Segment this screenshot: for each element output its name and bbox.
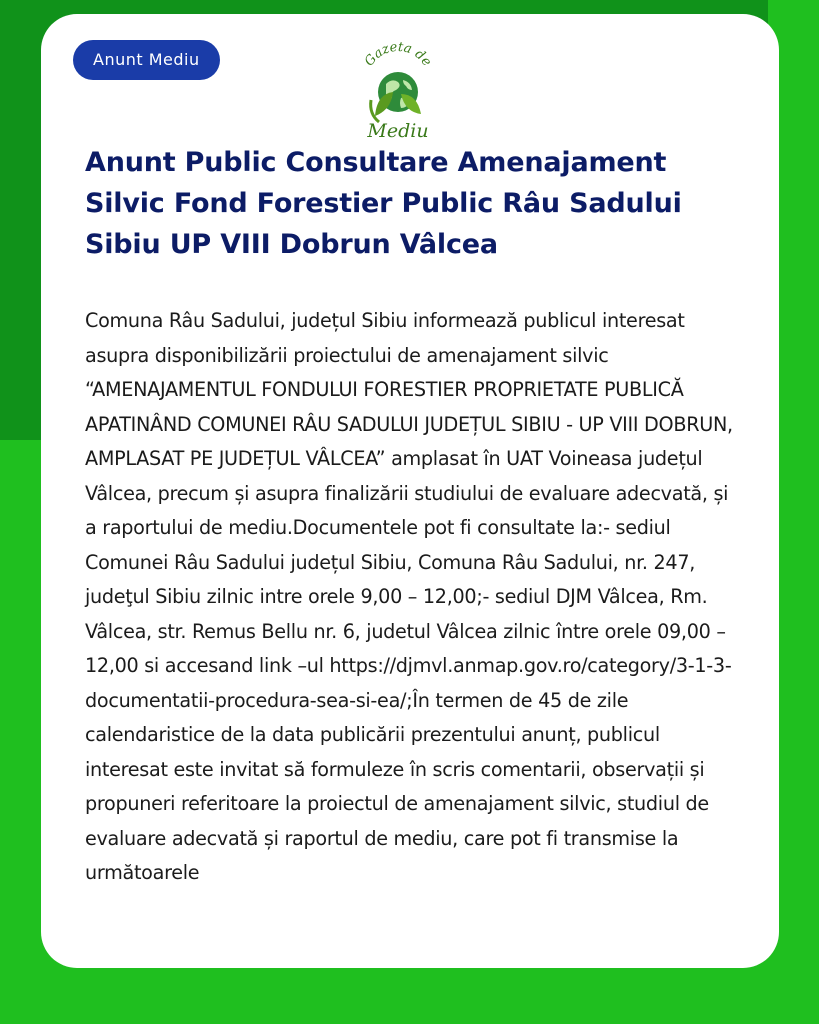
svg-text:Mediu: Mediu xyxy=(367,120,429,142)
svg-text:Gazeta de: Gazeta de xyxy=(361,39,435,70)
gazeta-de-mediu-logo xyxy=(353,36,443,146)
post-card xyxy=(41,14,779,968)
article-title: Anunt Public Consultare Amenajament Silvic Fond Forestier Public Râu Sadului Sibiu UP VIII Dobrun Vâlcea xyxy=(85,147,682,260)
category-badge[interactable]: Anunt Mediu xyxy=(73,40,220,80)
logo-graphic xyxy=(353,36,443,146)
article-body: Comuna Râu Sadului, județul Sibiu informează publicul interesat asupra disponibilizării proiectului de amenajament silvic “AMENAJAMENTUL FONDULUI FORESTIER PROPRIETATE PUBLICĂ APATINÂND COMUNEI RÂU SADULUI JUDEȚUL SIBIU - UP VIII DOBRUN, AMPLASAT PE JUDEȚUL VÂLCEA” amplasat în UAT Voineasa județul Vâlcea, precum și asupra finalizării studiului de evaluare adecvată, și a raportului de mediu.Documentele pot fi consultate la:- sediul Comunei Râu Sadului județul Sibiu, Comuna Râu Sadului, nr. 247, judeţul Sibiu zilnic intre orele 9,00 – 12,00;- sediul DJM Vâlcea, Rm. Vâlcea, str. Remus Bellu nr. 6, judetul Vâlcea zilnic între orele 09,00 – 12,00 si accesand link –ul https://djmvl.anmap.gov.ro/category/3-1-3-documentatii-procedura-sea-si-ea/;În termen de 45 de zile calendaristice de la data publicării prezentului anunț, publicul interesat este invitat să formuleze în scris comentarii, observații și propuneri referitoare la proiectul de amenajament silvic, studiul de evaluare adecvată și raportul de mediu, care pot fi transmise la următoarele xyxy=(85,309,733,884)
